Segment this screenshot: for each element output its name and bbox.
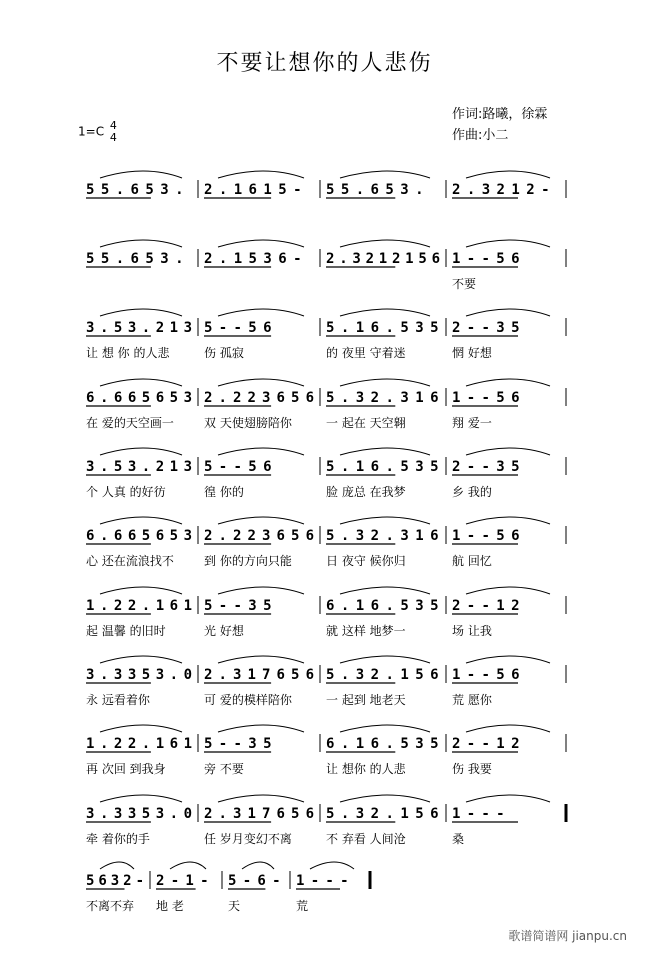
- lyric-text: 荒: [296, 899, 309, 913]
- measure-notes: 6 . 1 6 . 5 3 5: [326, 736, 439, 752]
- measure-notes: 5 . 3 2 . 3 1 6: [326, 390, 439, 406]
- measure-notes: 5 5 . 6 5 3 .: [326, 182, 424, 198]
- measure-notes: 3 . 3 3 5 3 . 0: [86, 806, 192, 822]
- time-sig-top: 4: [109, 119, 117, 132]
- slur: [466, 795, 550, 802]
- lyric-text: 伤 我要: [452, 762, 492, 776]
- slur: [466, 517, 550, 524]
- slur: [340, 795, 430, 802]
- slur: [310, 862, 354, 869]
- lyric-text: 可 爱的模样陪你: [204, 693, 292, 707]
- lyric-text: 双 天使翅膀陪你: [204, 416, 292, 430]
- slur: [100, 448, 182, 455]
- lyric-text: 牵 着你的手: [86, 832, 150, 846]
- lyric-text: 地 老: [156, 899, 184, 913]
- slur: [218, 309, 304, 316]
- slur: [100, 725, 182, 732]
- lyric-text: 光 好想: [204, 624, 244, 638]
- slur: [340, 517, 430, 524]
- slur: [218, 240, 304, 247]
- lyric-text: 再 次回 到我身: [86, 762, 166, 776]
- lyric-text: 让 想你 的人悲: [326, 762, 406, 776]
- measure-notes: 3 . 3 3 5 3 . 0: [86, 667, 192, 683]
- slur: [340, 725, 430, 732]
- slur: [340, 171, 430, 178]
- lyric-text: 不离不弃: [86, 899, 135, 913]
- lyric-text: 天: [228, 899, 241, 913]
- measure-notes: 1 - - 5 6: [452, 390, 520, 406]
- measure-notes: 1 - - 5 6: [452, 528, 520, 544]
- slur: [466, 309, 550, 316]
- measure-notes: 5 . 1 6 . 5 3 5: [326, 459, 439, 475]
- slur: [218, 517, 304, 524]
- measure-notes: 1 - - 5 6: [452, 667, 520, 683]
- slur: [340, 379, 430, 386]
- measure-notes: 5 6 3 2 -: [86, 873, 144, 889]
- slur: [170, 862, 206, 869]
- measure-notes: 5 . 3 2 . 1 5 6: [326, 667, 439, 683]
- slur: [466, 587, 550, 594]
- composer-credit: 作曲:小二: [452, 128, 509, 143]
- measure-notes: 5 - - 3 5: [204, 736, 272, 752]
- measure-notes: 2 - - 3 5: [452, 320, 520, 336]
- slur: [242, 862, 274, 869]
- lyricist-credit: 作词:路曦，徐霖: [452, 107, 548, 122]
- lyric-text: 桑: [452, 832, 465, 846]
- slur: [466, 656, 550, 663]
- lyric-text: 个 人真 的好彷: [86, 485, 166, 499]
- measure-notes: 5 - 6 -: [228, 873, 281, 889]
- measure-notes: 2 - - 1 2: [452, 736, 520, 752]
- lyric-text: 一 起在 天空翱: [326, 416, 406, 430]
- lyric-text: 永 远看着你: [86, 693, 150, 707]
- lyric-text: 就 这样 地梦一: [326, 624, 406, 638]
- measure-notes: 2 . 3 2 1 2 1 5 6: [326, 251, 440, 267]
- slur: [100, 795, 182, 802]
- lyric-text: 伤 孤寂: [204, 346, 244, 360]
- measure-notes: 5 5 . 6 5 3 .: [86, 251, 184, 267]
- measure-notes: 2 . 1 5 3 6 -: [204, 251, 302, 267]
- lyric-text: 旁 不要: [204, 762, 244, 776]
- lyric-text: 航 回忆: [452, 554, 492, 568]
- slur: [466, 725, 550, 732]
- lyric-text: 到 你的方向只能: [204, 554, 292, 568]
- key-label: 1=C: [78, 124, 105, 139]
- lyric-text: 的 夜里 守着迷: [326, 346, 406, 360]
- lyric-text: 翔 爱一: [452, 416, 492, 430]
- measure-notes: 5 5 . 6 5 3 .: [86, 182, 184, 198]
- slur: [218, 379, 304, 386]
- measure-notes: 2 - - 1 2: [452, 598, 520, 614]
- slur: [100, 240, 182, 247]
- slur: [218, 656, 304, 663]
- measure-notes: 2 - - 3 5: [452, 459, 520, 475]
- measure-notes: 5 - - 5 6: [204, 459, 272, 475]
- measure-notes: 2 . 3 1 7 6 5 6: [204, 667, 314, 683]
- slur: [218, 795, 304, 802]
- lyric-text: 心 还在流浪找不: [86, 554, 174, 568]
- slur: [218, 587, 304, 594]
- slur: [466, 448, 550, 455]
- measure-notes: 1 - - -: [452, 806, 505, 822]
- measure-notes: 1 . 2 2 . 1 6 1: [86, 598, 192, 614]
- measure-notes: 1 - - -: [296, 873, 349, 889]
- slur: [218, 171, 304, 178]
- lyric-text: 不要: [452, 277, 477, 291]
- slur: [218, 725, 304, 732]
- lyric-text: 荒 愿你: [452, 693, 492, 707]
- slur: [340, 240, 430, 247]
- slur: [218, 448, 304, 455]
- lyric-text: 脸 庞总 在我梦: [326, 485, 406, 499]
- slur: [466, 379, 550, 386]
- lyric-text: 一 起到 地老天: [326, 693, 406, 707]
- measure-notes: 6 . 6 6 5 6 5 3: [86, 390, 192, 406]
- lyric-text: 起 温馨 的旧时: [86, 624, 166, 638]
- measure-notes: 2 . 3 1 7 6 5 6: [204, 806, 314, 822]
- slur: [100, 862, 134, 869]
- lyric-text: 徨 你的: [204, 485, 244, 499]
- lyric-text: 在 爱的天空画一: [86, 416, 174, 430]
- lyric-text: 任 岁月变幻不离: [204, 832, 292, 846]
- measure-notes: 3 . 5 3 . 2 1 3: [86, 320, 192, 336]
- lyric-text: 惘 好想: [452, 346, 492, 360]
- measure-notes: 5 - - 5 6: [204, 320, 272, 336]
- lyric-text: 场 让我: [452, 624, 492, 638]
- slur: [340, 448, 430, 455]
- lyric-text: 不 弃看 人间沧: [326, 832, 406, 846]
- lyric-text: 日 夜守 候你归: [326, 554, 406, 568]
- slur: [100, 587, 182, 594]
- slur: [100, 656, 182, 663]
- measure-notes: 5 . 1 6 . 5 3 5: [326, 320, 439, 336]
- slur: [100, 171, 182, 178]
- slur: [466, 240, 550, 247]
- measure-notes: 5 - - 3 5: [204, 598, 272, 614]
- song-title: 不要让想你的人悲伤: [216, 51, 433, 76]
- lyric-text: 乡 我的: [452, 485, 492, 499]
- measure-notes: 2 . 1 6 1 5 -: [204, 182, 302, 198]
- slur: [100, 309, 182, 316]
- measure-notes: 3 . 5 3 . 2 1 3: [86, 459, 192, 475]
- measure-notes: 2 . 2 2 3 6 5 6: [204, 390, 314, 406]
- measure-notes: 1 - - 5 6: [452, 251, 520, 267]
- slur: [340, 587, 430, 594]
- slur: [340, 309, 430, 316]
- measure-notes: 5 . 3 2 . 3 1 6: [326, 528, 439, 544]
- lyric-text: 让 想 你 的人悲: [86, 346, 170, 360]
- slur: [340, 656, 430, 663]
- measure-notes: 5 . 3 2 . 1 5 6: [326, 806, 439, 822]
- measure-notes: 6 . 1 6 . 5 3 5: [326, 598, 439, 614]
- time-sig-bottom: 4: [109, 131, 117, 144]
- measure-notes: 2 . 2 2 3 6 5 6: [204, 528, 314, 544]
- measure-notes: 2 . 3 2 1 2 -: [452, 182, 550, 198]
- measure-notes: 6 . 6 6 5 6 5 3: [86, 528, 192, 544]
- watermark: 歌谱简谱网 jianpu.cn: [508, 929, 627, 943]
- slur: [100, 517, 182, 524]
- measure-notes: 1 . 2 2 . 1 6 1: [86, 736, 192, 752]
- measure-notes: 2 - 1 -: [156, 873, 209, 889]
- slur: [466, 171, 550, 178]
- slur: [100, 379, 182, 386]
